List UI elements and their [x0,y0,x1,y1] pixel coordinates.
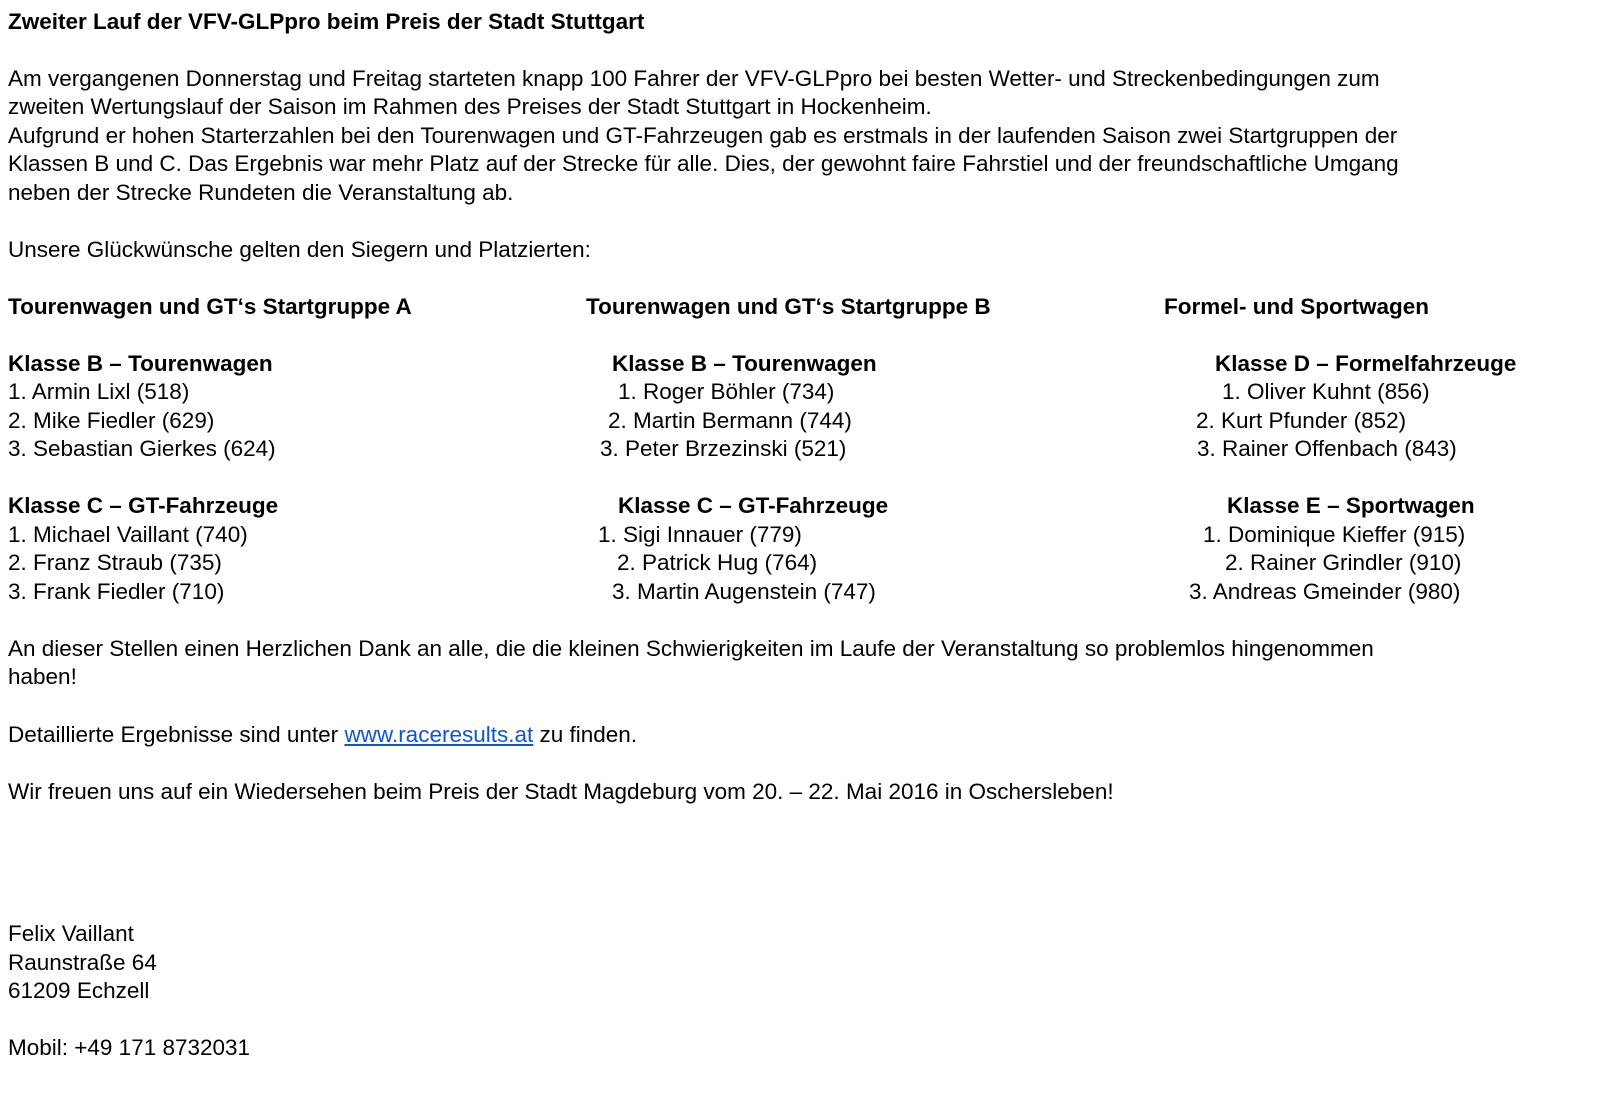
intro-line: Klassen B und C. Das Ergebnis war mehr Platz auf der Strecke für alle. Dies, der gewohnt faire Fahrstiel und der freundschaftliche Umgang [8,151,1399,176]
result-item: 1. Armin Lixl (518) [8,379,190,404]
result-item: 3. Frank Fiedler (710) [8,579,225,604]
result-item: 1. Oliver Kuhnt (856) [1222,379,1430,404]
intro-line: Am vergangenen Donnerstag und Freitag starteten knapp 100 Fahrer der VFV-GLPpro bei besten Wetter- und Streckenbedingungen zum [8,66,1380,91]
result-item: 1. Michael Vaillant (740) [8,522,248,547]
class-heading: Klasse B – Tourenwagen [612,351,877,376]
result-item: 2. Rainer Grindler (910) [1225,550,1462,575]
class-heading: Klasse D – Formelfahrzeuge [1215,351,1517,376]
result-item: 1. Dominique Kieffer (915) [1203,522,1466,547]
group-heading: Formel- und Sportwagen [1164,294,1430,319]
raceresults-link[interactable]: www.raceresults.at [344,722,534,747]
details-before: Detaillierte Ergebnisse sind unter [8,722,345,747]
class-heading: Klasse C – GT-Fahrzeuge [8,493,279,518]
signature-name: Felix Vaillant [8,921,134,946]
class-heading: Klasse E – Sportwagen [1227,493,1475,518]
result-item: 2. Patrick Hug (764) [617,550,818,575]
signature-mobile: Mobil: +49 171 8732031 [8,1035,251,1060]
intro-line: zweiten Wertungslauf der Saison im Rahmen des Preises der Stadt Stuttgart in Hockenheim. [8,94,932,119]
group-heading: Tourenwagen und GT‘s Startgruppe A [8,294,412,319]
result-item: 2. Martin Bermann (744) [608,408,852,433]
group-heading: Tourenwagen und GT‘s Startgruppe B [586,294,991,319]
signature-street: Raunstraße 64 [8,950,157,975]
details-text [8,722,637,748]
class-heading: Klasse C – GT-Fahrzeuge [618,493,889,518]
result-item: 3. Rainer Offenbach (843) [1197,436,1457,461]
result-item: 3. Sebastian Gierkes (624) [8,436,276,461]
details-after: zu finden. [533,722,638,747]
congrats-text: Unsere Glückwünsche gelten den Siegern und Platzierten: [8,237,591,262]
result-item: 1. Roger Böhler (734) [618,379,835,404]
document-title: Zweiter Lauf der VFV-GLPpro beim Preis der Stadt Stuttgart [8,9,645,34]
result-item: 2. Mike Fiedler (629) [8,408,215,433]
thanks-line: haben! [8,664,77,689]
result-item: 1. Sigi Innauer (779) [598,522,802,547]
signature-city: 61209 Echzell [8,978,150,1003]
result-item: 2. Kurt Pfunder (852) [1196,408,1407,433]
result-item: 2. Franz Straub (735) [8,550,222,575]
intro-line: Aufgrund er hohen Starterzahlen bei den Tourenwagen und GT-Fahrzeugen gab es erstmals in der laufenden Saison zwei Startgruppen der [8,123,1398,148]
result-item: 3. Andreas Gmeinder (980) [1189,579,1461,604]
intro-line: neben der Strecke Rundeten die Veranstaltung ab. [8,180,514,205]
thanks-line: An dieser Stellen einen Herzlichen Dank an alle, die die kleinen Schwierigkeiten im Laufe der Veranstaltung so problemlos hingenommen [8,636,1374,661]
result-item: 3. Peter Brzezinski (521) [600,436,847,461]
result-item: 3. Martin Augenstein (747) [612,579,876,604]
farewell-text: Wir freuen uns auf ein Wiedersehen beim Preis der Stadt Magdeburg vom 20. – 22. Mai 2016 in Oschersleben! [8,779,1114,804]
class-heading: Klasse B – Tourenwagen [8,351,273,376]
